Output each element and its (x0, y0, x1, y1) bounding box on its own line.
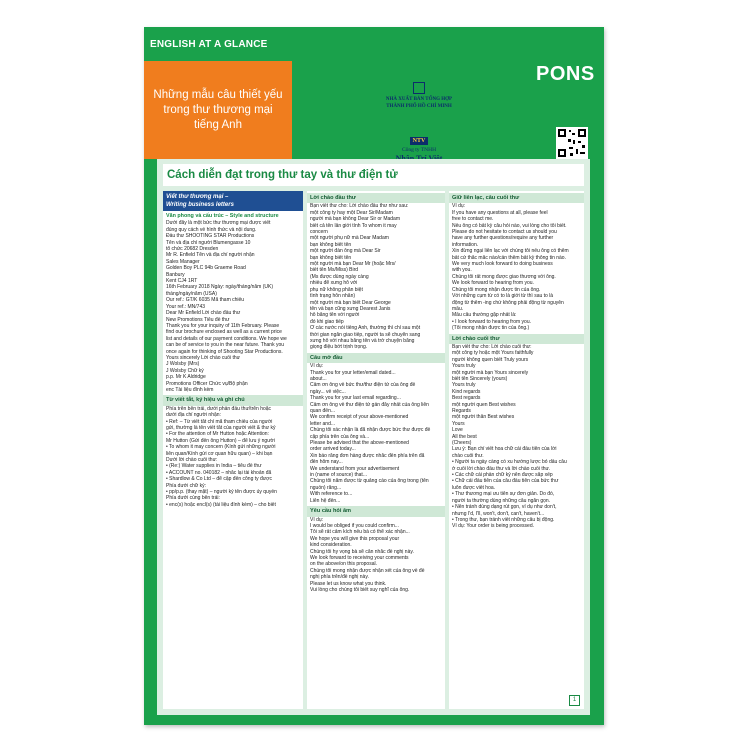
request-line: Tôi sẽ rất cảm kích nếu bà có thể xác nhận... (310, 529, 410, 536)
salutation-line: một người mà bạn Dear Mr (hoặc Mrs/ (310, 261, 396, 268)
abbreviation-line: liên quan/Kính gửi cơ quan hữu quan) – khi bạn (166, 450, 273, 457)
abbreviation-line: dưới địa chỉ người nhận: (166, 412, 221, 419)
column-1-heading (163, 191, 303, 211)
request-line: We hope you will give this proposal your (310, 535, 400, 542)
column-1-heading-vi: Viết thư thương mại – (166, 194, 229, 200)
letter-line: tổ chức 20682 Dresden (166, 246, 219, 253)
opening-line: order arrived today... (310, 446, 356, 453)
abbreviation-line: Phía dưới cùng bên trái: (166, 495, 220, 502)
column-1 (163, 191, 303, 709)
letter-line: tháng/ngày/năm (USA) (166, 290, 217, 297)
qr-code (556, 127, 588, 163)
opening-line: quan đến... (310, 408, 336, 414)
closing-phrases-list (449, 203, 584, 331)
abbreviations-list (163, 406, 303, 509)
letter-line: J Wolsby (Mrs) (166, 361, 200, 368)
opening-line: about... (310, 375, 327, 382)
abbreviation-line: • To whom it may concern (Kính gửi những người (166, 444, 276, 451)
style-structure-heading: Văn phong và cấu trúc – Style and structure (166, 213, 279, 219)
salutation-line: tên và bạn cũng xưng Dearest Janis (310, 305, 391, 312)
salutation-line: một công ty hay một Dear Sir/Madam (310, 209, 393, 216)
abbreviation-line: • ACCOUNT no. 040182 – nhắc lại tài khoản đã (166, 469, 272, 476)
opening-line: Thank you for your last email regarding... (310, 395, 401, 402)
salutation-line: Bạn viết thư cho: Lời chào đầu thư như sau: (310, 203, 409, 210)
opening-line: Xin báo rằng đơn hàng được nhắc đến phía trên đã (310, 452, 425, 459)
opening-line: cập phía trên của ông và... (310, 433, 370, 440)
complimentary-close-heading: Lời chào cuối thư (449, 334, 584, 344)
opening-line: in (name of source) that... (310, 472, 367, 479)
closing-phrase-line: Nếu ông có bất kỳ câu hỏi nào, vui lòng cho tôi biết. (452, 222, 567, 229)
letter-line: Golden Boy PLC 94b Graeme Road (166, 265, 246, 272)
closing-phrase-line: Với những cụm từ có to là giới từ thì sau to là (452, 293, 554, 300)
closing-phrase-line: have any further questions/require any further (452, 235, 554, 242)
title-line-3: tiếng Anh (194, 118, 242, 131)
title-box (144, 61, 292, 159)
closing-phrase-line: Chúng tôi rất mong được giao thương với ông. (452, 273, 556, 280)
abbreviation-line: • Ref: – Từ viết tắt chỉ mã tham chiếu của người (166, 418, 273, 425)
letter-line: list and details of our payment conditions. We hope we (166, 335, 287, 342)
abbreviation-line: • enc(s) hoặc encl(s) (tài liệu đính kèm) – cho biết (166, 501, 276, 508)
opening-line: Cảm ơn ông về thư điện tử gần đây nhất của ông liên (310, 401, 429, 408)
letter-line: J Wolsby Chữ ký (166, 367, 204, 374)
opening-line: Cảm ơn ông về bức thư/thư điện tử của ông đề (310, 382, 416, 389)
complimentary-close-line: (Cheers) (452, 440, 472, 447)
opening-line: Thank you for your letter/email dated... (310, 369, 396, 376)
closing-phrase-line: Chúng tôi mong nhận được tin của ông. (452, 286, 541, 293)
complimentary-close-line: Yours truly (452, 382, 476, 389)
complimentary-close-line: Ví dụ: Your order is being processed. (452, 523, 534, 530)
request-line: kind consideration. (310, 542, 352, 549)
opening-line: Chúng tôi xác nhận là đã nhận được bức thư được đề (310, 427, 431, 434)
complimentary-close-line: Love (452, 427, 463, 434)
closing-phrase-line: • I look forward to hearing from you. (452, 318, 532, 325)
column-3 (449, 191, 584, 709)
complimentary-close-line: Best regards (452, 395, 481, 402)
complimentary-close-line: ở cuối lời chào đầu thư và lời chào cuối thư. (452, 465, 551, 472)
complimentary-close-table (449, 344, 584, 530)
opening-line: Ví dụ: (310, 363, 324, 370)
abbreviation-line: Phía trên bên trái, dưới phần đầu thư/trên hoặc (166, 405, 272, 412)
opening-list (307, 363, 445, 504)
letter-line: Mr R. Enfield Tên và địa chỉ người nhận (166, 252, 255, 259)
request-line: nghị phía trên/đề nghị này. (310, 574, 369, 581)
letter-line: đúng quy cách về hình thức và nội dung. (166, 226, 257, 233)
letter-line: Your ref.: MN/743 (166, 303, 206, 310)
letter-line: 16th February 2018 Ngày: ngày/tháng/năm (UK) (166, 284, 274, 291)
salutation-line: một người đàn ông mà Dear Sir (310, 248, 381, 255)
letter-line: Our ref.: GT/K 6035 Mã tham chiếu (166, 297, 245, 304)
closing-phrase-line: We look forward to hearing from you. (452, 280, 534, 287)
request-line: on the above/on this proposal. (310, 561, 377, 568)
salutation-line: concern (310, 229, 328, 236)
opening-line: nguồn) rằng... (310, 484, 342, 491)
publisher-mark-icon (413, 82, 425, 94)
letter-line: can be of service to you in the near future. Thank you (166, 342, 285, 349)
pons-logo: PONS (536, 63, 595, 85)
complimentary-close-line: Lưu ý: Bạn chỉ viết hoa chữ cái đầu tiên của lời (452, 446, 557, 453)
complimentary-close-line: • Các chữ cái phần chữ ký nên được sắp xếp (452, 472, 553, 479)
sample-letter (163, 220, 303, 393)
opening-line: Liên hệ đến... (310, 497, 341, 504)
closing-phrases-heading: Giữ liên lạc, câu cuối thư (449, 193, 584, 203)
salutation-line: (Ms được dùng ngày càng (310, 273, 369, 280)
complimentary-close-line: Bạn viết thư cho: Lời chào cuối thư: (452, 343, 532, 350)
request-line: Please let us know what you think. (310, 580, 387, 587)
salutation-line: Ở các nước nói tiếng Anh, thường thì chỉ sau một (310, 325, 421, 332)
salutation-line: thời gian ngắn giao tiếp, người ta sẽ chuyển sang (310, 331, 421, 338)
letter-line: p.p. Mr K Aldridge (166, 374, 206, 381)
request-heading: Yêu cầu hỏi âm (307, 506, 445, 516)
letter-line: Sales Manager (166, 258, 200, 265)
letter-line: Kent CJ4 1RT (166, 278, 198, 285)
salutation-line: bạn không biết tên (310, 241, 352, 248)
salutation-table (307, 203, 445, 350)
complimentary-close-line: Yours truly (452, 363, 476, 370)
salutation-line: một người mà bạn biết Dear George (310, 299, 391, 306)
section-title: Cách diễn đạt trong thư tay và thư điện tử (163, 164, 584, 186)
abbreviation-line: gửi, thường là tên viết tắt của người viết & thư ký (166, 425, 276, 431)
complimentary-close-line: một người mà bạn Yours sincerely (452, 369, 529, 376)
complimentary-close-line: người ta thường dùng những câu ngắn gọn. (452, 497, 551, 504)
opening-line: Chúng tôi nắm được từ quảng cáo của ông trong (tên (310, 478, 429, 485)
request-line: Chúng tôi mong nhận được nhận xét của ông về đề (310, 567, 425, 574)
letter-line: Promotions Officer Chức vụ/Bộ phận (166, 380, 248, 387)
opening-line: We understand from your advertisement (310, 465, 400, 472)
publisher-line-1: NHÀ XUẤT BẢN TỔNG HỢP (385, 97, 453, 102)
qr-code-icon (556, 127, 588, 159)
opening-heading: Câu mở đầu (307, 353, 445, 363)
request-line: Ví dụ: (310, 516, 324, 523)
closing-phrase-line: Please do not hesitate to contact us should you (452, 229, 557, 236)
salutation-heading: Lời chào đầu thư (307, 193, 445, 203)
column-1-heading-en: Writing business letters (166, 202, 234, 208)
publisher-line-2: THÀNH PHỐ HỒ CHÍ MINH (386, 104, 452, 109)
salutation-line: đó khi giao tiếp (310, 318, 344, 325)
complimentary-close-line: chào cuối thư. (452, 452, 484, 459)
opening-line: Please be advised that the above-mentioned (310, 440, 409, 447)
closing-phrase-line: If you have any questions at all, please feel (452, 209, 548, 216)
complimentary-close-line: • Chữ cái đầu tiên của câu đầu tiên của bức thư (452, 478, 559, 485)
abbreviations-heading: Từ viết tắt, ký hiệu và ghi chú (163, 395, 303, 405)
salutation-line: một người phụ nữ mà Dear Madam (310, 235, 389, 242)
letter-line: Banbury (166, 271, 185, 278)
complimentary-close-line: • Thư thương mại ưu tiên sự đơn giản. Do đó, (452, 491, 555, 498)
abbreviation-line: Phía dưới chữ ký: (166, 482, 206, 489)
opening-line: We confirm receipt of your above-mentioned (310, 414, 409, 421)
request-line: Chúng tôi hy vọng bà sẽ cân nhắc đề nghị này. (310, 548, 414, 555)
request-line: Vui lòng cho chúng tôi biết suy nghĩ của ông. (310, 586, 410, 593)
closing-phrase-line: We very much look forward to doing business (452, 261, 553, 268)
letter-line: Tên và địa chỉ người Blumengasse 10 (166, 239, 251, 246)
letter-line: enc Tài liệu đính kèm (166, 386, 214, 393)
salutation-line: phụ nữ không phân biệt (310, 286, 363, 293)
salutation-line: nhiều để xưng hô với (310, 280, 358, 287)
opening-line: đến hôm nay... (310, 459, 343, 466)
complimentary-close-line: Yours (452, 420, 465, 427)
opening-line: With reference to... (310, 491, 353, 498)
salutation-line: biết cả tên lẫn giới tính To whom it may (310, 222, 397, 229)
title-line-1: Những mẫu câu thiết yếu (153, 88, 283, 101)
salutation-line: giọng điệu bớt trịnh trọng. (310, 344, 368, 351)
publisher-logo (379, 82, 459, 110)
request-line: We look forward to receiving your comments (310, 554, 409, 561)
closing-phrase-line: Xin đừng ngại liên lạc với chúng tôi nếu ông có thêm (452, 248, 569, 255)
complimentary-close-line: • Trong thư, bạn tránh viết những câu bị động. (452, 516, 555, 523)
request-list (307, 517, 445, 594)
closing-phrase-line: information. (452, 241, 479, 248)
complimentary-close-line: một người quen Best wishes (452, 401, 516, 408)
closing-phrase-line: (Tôi mong nhận được tin của ông.) (452, 325, 530, 332)
complimentary-close-line: một công ty hoặc một Yours faithfully (452, 350, 534, 357)
opening-line: ngày... về việc... (310, 388, 346, 395)
abbreviation-line: • (Re:) Water supplies in India – tiêu đề thư (166, 463, 262, 470)
closing-phrase-line: bất cứ thắc mắc nào/cần thêm bất kỳ thông tin nào. (452, 254, 566, 261)
abbreviation-line: Dưới lời chào cuối thư: (166, 457, 218, 464)
salutation-line: tình trạng hôn nhân) (310, 293, 356, 300)
complimentary-close-line: luôn được viết hoa. (452, 484, 496, 491)
complimentary-close-line: nhưng I'd, I'll, won't, don't, can't, haven't... (452, 510, 545, 517)
abbreviation-line: • pp/p.p. (thay mặt) – người ký tên được ủy quyền (166, 489, 277, 496)
series-label: ENGLISH AT A GLANCE (150, 39, 268, 50)
abbreviation-line: • For the attention of Mr Hutton hoặc Attention: (166, 431, 269, 438)
page-number: 1 (569, 695, 580, 706)
complimentary-close-line: biết tên Sincerely (yours) (452, 375, 508, 382)
opening-line: letter and... (310, 420, 336, 427)
column-2 (307, 191, 445, 709)
complimentary-close-line: người không quen biết Truly yours (452, 356, 529, 363)
complimentary-close-line: Regards (452, 408, 471, 414)
complimentary-close-line: Kind regards (452, 388, 481, 395)
complimentary-close-line: • Nên tránh dùng dạng rút gọn, ví dụ như don't, (452, 504, 557, 511)
letter-line: Dưới đây là một bức thư thương mại được viết (166, 220, 271, 227)
letter-line: find our brochure enclosed as well as a current price (166, 329, 282, 336)
ntv-company: Công ty TNHH (401, 147, 437, 153)
complimentary-close-line: • Người ta ngày càng có xu hướng lược bỏ dấu câu (452, 459, 567, 466)
complimentary-close-line: một người thân Best wishes (452, 414, 515, 421)
salutation-line: người mà bạn không Dear Sir or Madam (310, 216, 400, 223)
title-line-2: trong thư thương mại (163, 103, 273, 116)
closing-phrase-line: động từ thêm -ing chứ không phải động từ nguyên (452, 299, 564, 306)
salutation-line: hô bằng tên với người (310, 312, 360, 319)
letter-line: Thank you for your inquiry of 11th February. Please (166, 322, 280, 329)
letter-line: once again for thinking of Shooting Star Productions. (166, 348, 283, 355)
abbreviation-line: • Shardlow & Co Ltd – để cập đến công ty được (166, 476, 272, 483)
salutation-line: bạn không biết tên (310, 254, 352, 261)
ntv-logo-mark: NTV (410, 137, 429, 145)
abbreviation-line: Mr Hutton (Gửi đến ông Hutton) – để lưu ý người (166, 437, 275, 444)
request-line: I would be obliged if you could confirm... (310, 522, 399, 529)
closing-phrase-line: mẫu. (452, 305, 464, 312)
closing-phrase-line: Mẫu câu thường gặp nhất là: (452, 312, 517, 319)
letter-line: New Promotions Tiêu đề thư (166, 316, 230, 323)
letter-line: Dear Mr Enfield Lời chào đầu thư (166, 310, 241, 317)
closing-phrase-line: with you. (452, 267, 472, 274)
cheat-sheet (144, 27, 604, 725)
content-panel (157, 159, 590, 715)
closing-phrase-line: Ví dụ: (452, 203, 466, 210)
letter-line: Yours sincerely Lời chào cuối thư (166, 354, 240, 361)
salutation-line: xưng hô với nhau bằng tên và trở chuyện bằng (310, 337, 415, 344)
letter-line: Đầu thư SHOOTING STAR Productions (166, 233, 255, 240)
ntv-logo (387, 129, 451, 163)
closing-phrase-line: free to contact me. (452, 216, 494, 223)
salutation-line: biết tên Ms/Miss) Bird (310, 267, 359, 274)
complimentary-close-line: All the best (452, 433, 477, 440)
